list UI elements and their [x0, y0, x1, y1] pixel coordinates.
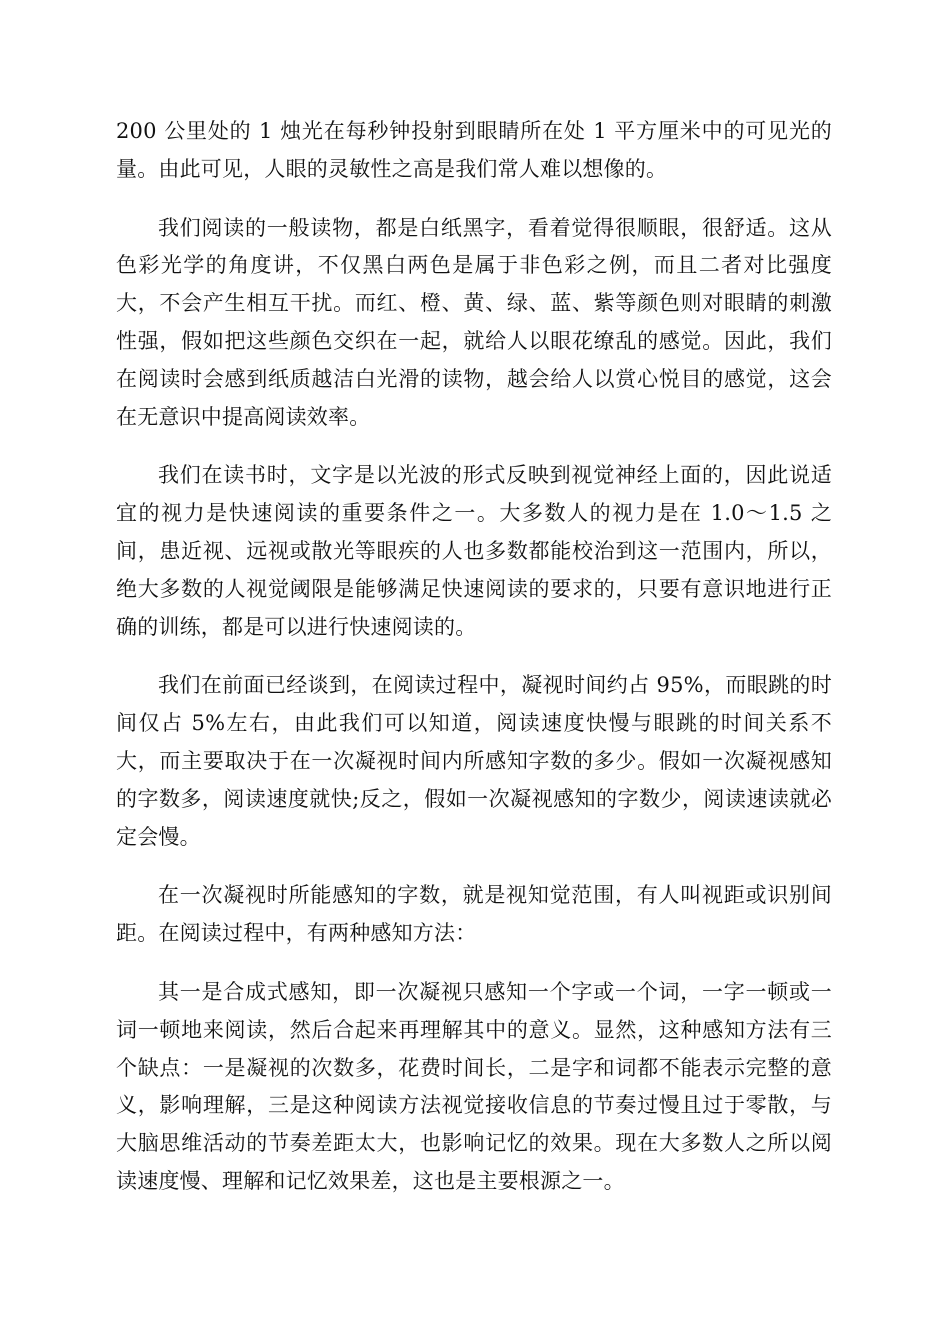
- document-page: [116, 113, 832, 1222]
- paragraph-reading-materials: 我们阅读的一般读物，都是白纸黑字，看着觉得很顺眼，很舒适。这从色彩光学的角度讲，不仅黑白两色是属于非色彩之例，而且二者对比强度大，不会产生相互干扰。而红、橙、黄、绿、蓝、紫等颜色则对眼睛的刺激性强，假如把这些颜色交织在一起，就给人以眼花缭乱的感觉。因此，我们在阅读时会感到纸质越洁白光滑的读物，越会给人以赏心悦目的感觉，这会在无意识中提高阅读效率。: [116, 215, 832, 429]
- paragraph-synthetic-perception: 其一是合成式感知，即一次凝视只感知一个字或一个词，一字一顿或一词一顿地来阅读，然后合起来再理解其中的意义。显然，这种感知方法有三个缺点：一是凝视的次数多，花费时间长，二是字和词都不能表示完整的意义，影响理解，三是这种阅读方法视觉接收信息的节奏过慢且过于零散，与大脑思维活动的节奏差距太大，也影响记忆的效果。现在大多数人之所以阅读速度慢、理解和记忆效果差，这也是主要根源之一。: [116, 979, 832, 1193]
- paragraph-fixation-time: 我们在前面已经谈到，在阅读过程中，凝视时间约占 95%，而眼跳的时间仅占 5%左右，由此我们可以知道，阅读速度快慢与眼跳的时间关系不大，而主要取决于在一次凝视时间内所感知字数的多少。假如一次凝视感知的字数多，阅读速度就快;反之，假如一次凝视感知的字数少，阅读速读就必定会慢。: [116, 673, 832, 849]
- paragraph-vision: 我们在读书时，文字是以光波的形式反映到视觉神经上面的，因此说适宜的视力是快速阅读的重要条件之一。大多数人的视力是在 1.0～1.5 之间，患近视、远视或散光等眼疾的人也多数都能校治到这一范围内，所以，绝大多数的人视觉阈限是能够满足快速阅读的要求的，只要有意识地进行正确的训练，都是可以进行快速阅读的。: [116, 463, 832, 639]
- paragraph-continuation: 200 公里处的 1 烛光在每秒钟投射到眼睛所在处 1 平方厘米中的可见光的量。由此可见，人眼的灵敏性之高是我们常人难以想像的。: [116, 119, 832, 181]
- paragraph-perception-span: 在一次凝视时所能感知的字数，就是视知觉范围，有人叫视距或识别间距。在阅读过程中，有两种感知方法：: [116, 883, 832, 946]
